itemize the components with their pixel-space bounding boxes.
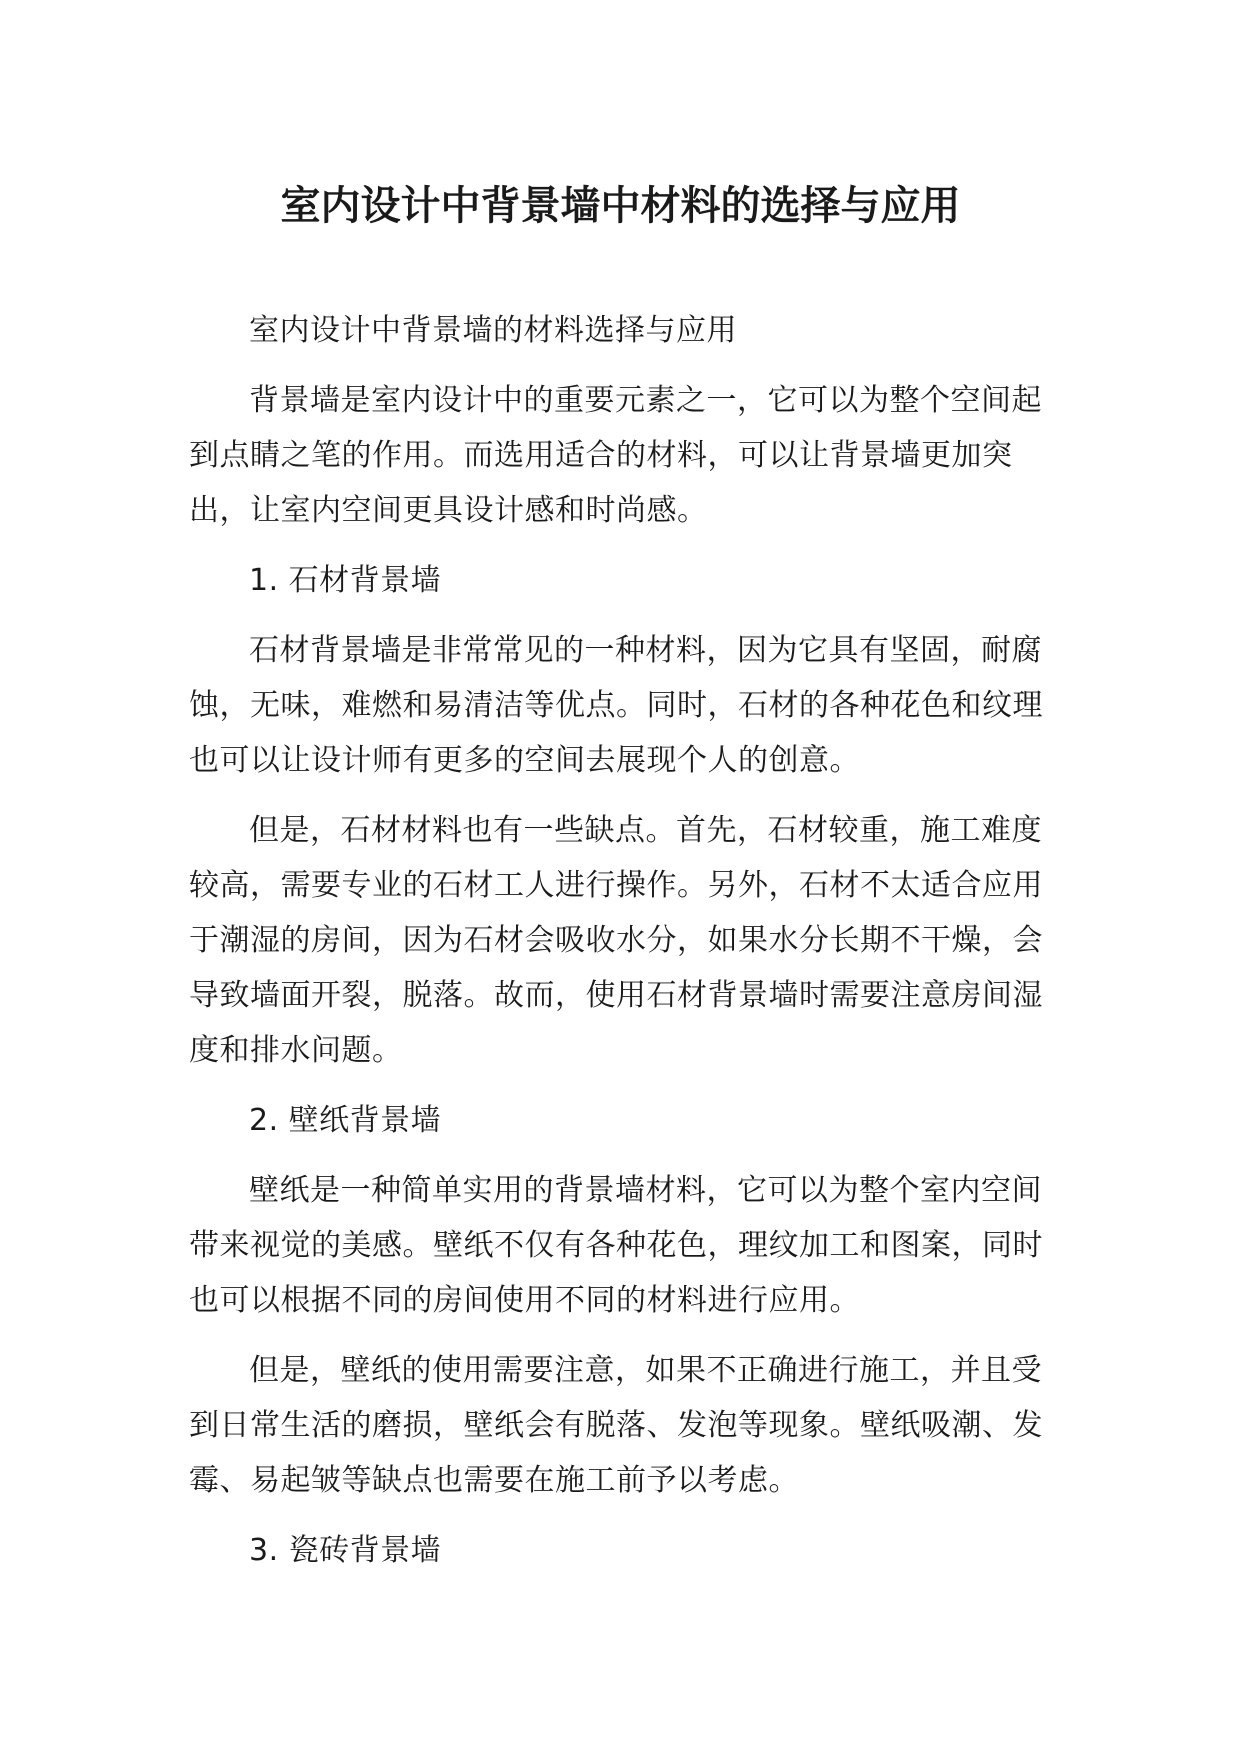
document-title: 室内设计中背景墙中材料的选择与应用 <box>280 183 961 229</box>
wallpaper-paragraph-2: 但是，壁纸的使用需要注意，如果不正确进行施工，并且受到日常生活的磨损，壁纸会有脱落、发泡等现象。壁纸吸潮、发霉、易起皱等缺点也需要在施工前予以考虑。 <box>189 1353 1043 1498</box>
section-heading-stone: 1. 石材背景墙 <box>249 563 442 598</box>
section-heading-tile: 3. 瓷砖背景墙 <box>249 1533 442 1568</box>
stone-paragraph-1: 石材背景墙是非常常见的一种材料，因为它具有坚固，耐腐蚀，无味，难燃和易清洁等优点。同时，石材的各种花色和纹理也可以让设计师有更多的空间去展现个人的创意。 <box>189 633 1043 778</box>
document-subtitle: 室内设计中背景墙的材料选择与应用 <box>249 313 737 348</box>
section-heading-wallpaper: 2. 壁纸背景墙 <box>249 1103 442 1138</box>
document-body <box>189 303 1069 1593</box>
wallpaper-paragraph-1: 壁纸是一种简单实用的背景墙材料，它可以为整个室内空间带来视觉的美感。壁纸不仅有各种花色，理纹加工和图案，同时也可以根据不同的房间使用不同的材料进行应用。 <box>189 1173 1043 1318</box>
stone-paragraph-2: 但是，石材材料也有一些缺点。首先，石材较重，施工难度较高，需要专业的石材工人进行操作。另外，石材不太适合应用于潮湿的房间，因为石材会吸收水分，如果水分长期不干燥，会导致墙面开裂，脱落。故而，使用石材背景墙时需要注意房间湿度和排水问题。 <box>189 813 1043 1068</box>
intro-paragraph: 背景墙是室内设计中的重要元素之一，它可以为整个空间起到点睛之笔的作用。而选用适合的材料，可以让背景墙更加突出，让室内空间更具设计感和时尚感。 <box>189 383 1042 528</box>
